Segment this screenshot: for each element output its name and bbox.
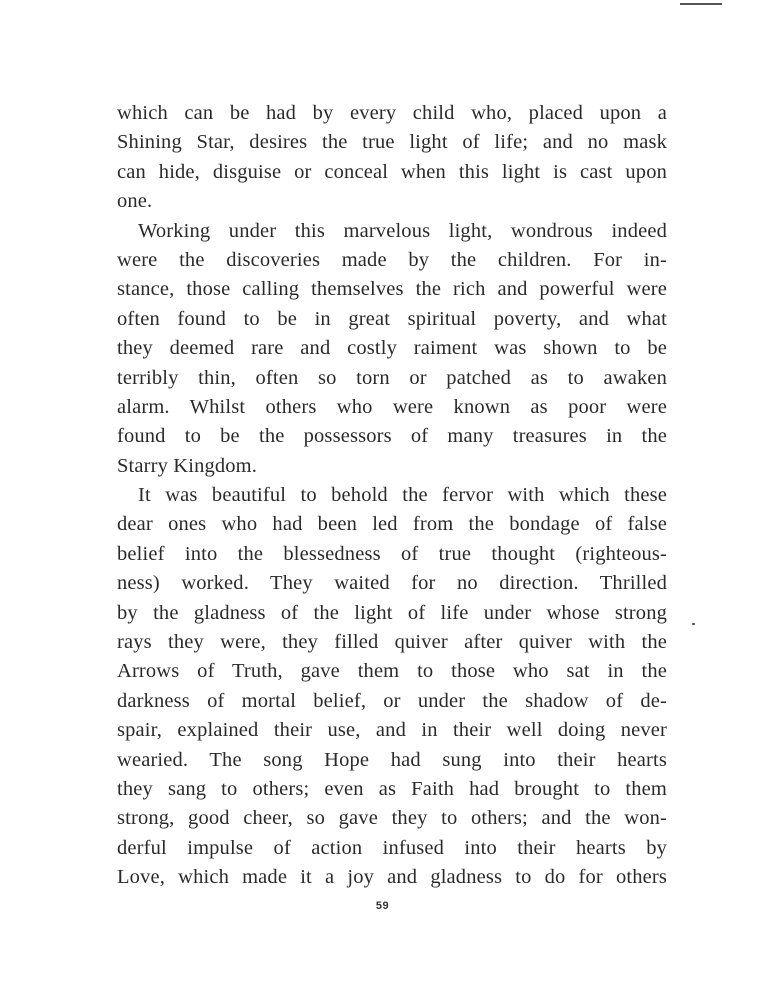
text-line: which can be had by every child who, placed upon a xyxy=(117,102,667,124)
text-line: were the discoveries made by the children. For in- xyxy=(117,248,667,271)
text-line: strong, good cheer, so gave they to others; and the won- xyxy=(117,807,667,830)
text-line: rays they were, they filled quiver after quiver with the xyxy=(117,631,667,654)
text-line: wearied. The song Hope had sung into their hearts xyxy=(117,748,667,771)
text-line: terribly thin, often so torn or patched as to awaken xyxy=(117,366,667,389)
text-line: Arrows of Truth, gave them to those who sat in the xyxy=(117,660,667,683)
text-line: Starry Kingdom. xyxy=(117,454,258,477)
text-line: belief into the blessedness of true thought (righteous- xyxy=(117,542,667,565)
text-line: stance, those calling themselves the rich and powerful were xyxy=(117,278,667,301)
text-line: often found to be in great spiritual poverty, and what xyxy=(117,307,667,330)
text-line: Working under this marvelous light, wondrous indeed xyxy=(138,219,667,242)
text-line: one. xyxy=(117,190,153,213)
body-text xyxy=(117,99,667,893)
text-line: dear ones who had been led from the bondage of false xyxy=(117,513,667,536)
text-line: Love, which made it a joy and gladness to do for others xyxy=(117,866,667,889)
text-line: found to be the possessors of many treasures in the xyxy=(117,425,667,448)
page-number: 59 xyxy=(375,900,390,912)
text-line: they deemed rare and costly raiment was shown to be xyxy=(117,337,667,360)
text-line: darkness of mortal belief, or under the shadow of de- xyxy=(117,689,667,712)
text-line: can hide, disguise or conceal when this light is cast upon xyxy=(117,160,667,183)
top-edge-rule xyxy=(680,3,722,5)
text-line: ness) worked. They waited for no direction. Thrilled xyxy=(117,572,667,595)
text-line: they sang to others; even as Faith had brought to them xyxy=(117,777,667,800)
print-speck xyxy=(692,623,695,625)
text-line: by the gladness of the light of life under whose strong xyxy=(117,601,667,624)
text-line: Shining Star, desires the true light of life; and no mask xyxy=(117,131,667,154)
text-line: alarm. Whilst others who were known as poor were xyxy=(117,395,667,418)
text-line: spair, explained their use, and in their well doing never xyxy=(117,719,667,742)
text-line: derful impulse of action infused into their hearts by xyxy=(117,836,667,859)
text-line: It was beautiful to behold the fervor with which these xyxy=(138,484,667,507)
